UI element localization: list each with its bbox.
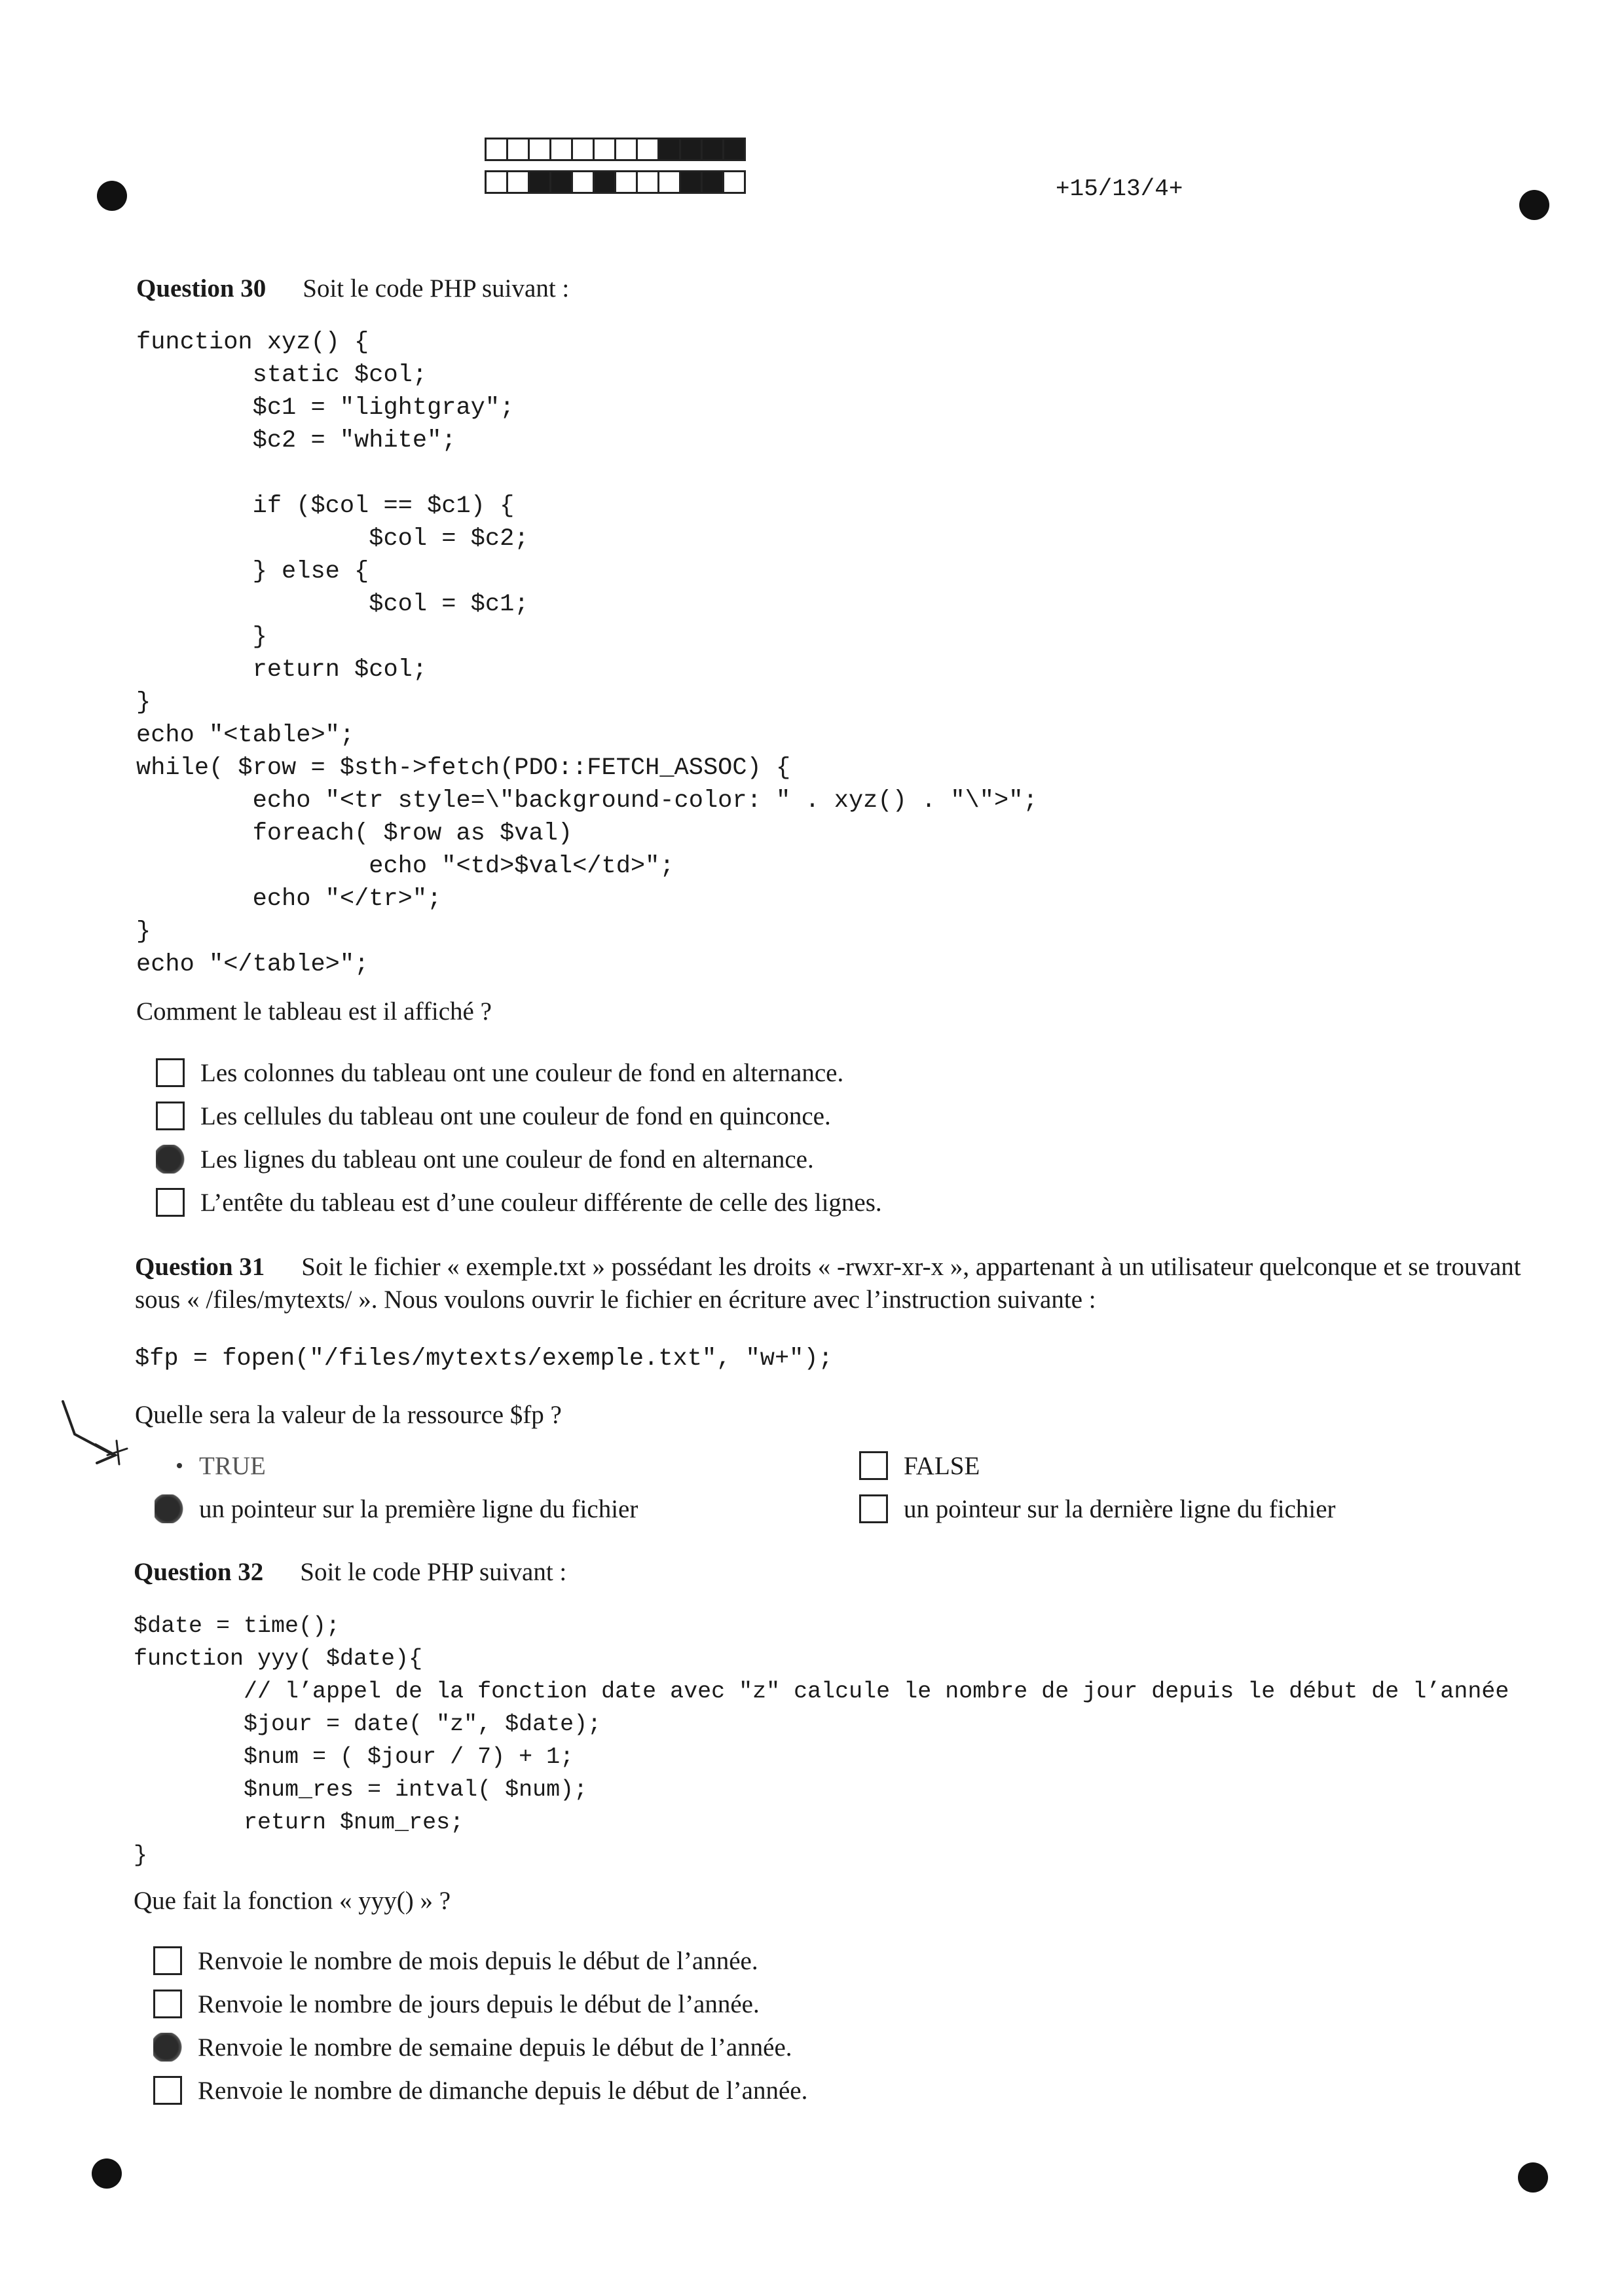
barcode-cell — [657, 170, 681, 194]
question-31-prompt: Quelle sera la valeur de la ressource $fp ? — [135, 1401, 562, 1429]
q30-option-3[interactable] — [156, 1141, 814, 1177]
question-30-intro: Soit le code PHP suivant : — [303, 274, 570, 303]
option-label: un pointeur sur la première ligne du fichier — [199, 1494, 638, 1523]
barcode-cell — [571, 170, 595, 194]
q31-option-true[interactable] — [155, 1447, 266, 1484]
q32-option-3[interactable] — [153, 2029, 792, 2065]
question-30-code: function xyz() { static $col; $c1 = "lightgray"; $c2 = "white"; if ($col == $c1) { $col = $c2; } else { $col = $c1; } return $col; } echo "<table>"; while( $row = $sth->fetch(PDO::FETCH_ASSOC) { echo "<tr style=\"background-color: " . xyz() . "\">"; foreach( $row as $val) echo "<td>$val</td>"; echo "</tr>"; } echo "</table>"; — [136, 329, 1038, 978]
barcode-cell — [528, 170, 551, 194]
barcode-cell — [701, 170, 724, 194]
barcode-cell — [614, 170, 638, 194]
question-32-code: $date = time(); function yyy( $date){ // l’appel de la fonction date avec "z" calcule le nombre de jour depuis le début de l’année $jour = date( "z", $date); $num = ( $jour / 7) + 1; $num_res = intval( $num); return $num_res; } — [134, 1613, 1509, 1868]
barcode-cell — [701, 138, 724, 161]
barcode-cell — [528, 138, 551, 161]
barcode-cell — [614, 138, 638, 161]
barcode-cell — [722, 138, 746, 161]
barcode-cell — [549, 138, 573, 161]
q31-option-first-line[interactable] — [155, 1491, 638, 1527]
registration-dot-top-left — [97, 181, 127, 211]
question-32-number: Question 32 — [134, 1558, 264, 1586]
barcode-cell — [571, 138, 595, 161]
barcode-cell — [593, 170, 616, 194]
option-label: FALSE — [904, 1451, 980, 1480]
barcode-cell — [679, 138, 703, 161]
checkbox[interactable] — [156, 1102, 185, 1130]
checkbox[interactable] — [156, 1058, 185, 1087]
question-31-intro: Soit le fichier « exemple.txt » possédant les droits « -rwxr-xr-x », appartenant à un utilisateur quelconque et se trouvant sous « /files/mytexts/ ». Nous voulons ouvrir le fichier en écriture avec l’instruction suivante : — [135, 1253, 1521, 1314]
question-30-header — [136, 274, 569, 303]
registration-dot-bottom-left — [92, 2158, 122, 2189]
checkbox[interactable] — [859, 1494, 888, 1523]
barcode-cell — [485, 138, 508, 161]
barcode-cell — [593, 138, 616, 161]
question-30-number: Question 30 — [136, 274, 267, 303]
option-label: L’entête du tableau est d’une couleur différente de celle des lignes. — [200, 1188, 882, 1217]
barcode-cell — [506, 138, 530, 161]
q32-option-1[interactable] — [153, 1942, 758, 1979]
registration-dot-top-right — [1519, 190, 1549, 220]
barcode-cell — [485, 170, 508, 194]
barcode-cell — [549, 170, 573, 194]
barcode-row-2 — [485, 170, 744, 194]
q31-option-false[interactable] — [859, 1447, 980, 1484]
question-32-prompt: Que fait la fonction « yyy() » ? — [134, 1887, 451, 1915]
barcode-cell — [657, 138, 681, 161]
q30-option-2[interactable] — [156, 1098, 831, 1134]
barcode-cell — [679, 170, 703, 194]
registration-dot-bottom-right — [1518, 2162, 1548, 2193]
barcode-cell — [636, 170, 659, 194]
q31-option-last-line[interactable] — [859, 1491, 1336, 1527]
option-label: Renvoie le nombre de semaine depuis le début de l’année. — [198, 2033, 792, 2062]
q30-option-4[interactable] — [156, 1184, 882, 1221]
checkbox-checked[interactable] — [155, 1494, 183, 1523]
checkbox-erased[interactable] — [155, 1451, 183, 1480]
barcode-cell — [636, 138, 659, 161]
option-label: Les colonnes du tableau ont une couleur de fond en alternance. — [200, 1058, 844, 1087]
question-31-number: Question 31 — [135, 1253, 265, 1281]
barcode-cell — [722, 170, 746, 194]
question-32-header — [134, 1557, 566, 1587]
checkbox-checked[interactable] — [156, 1145, 185, 1174]
barcode-cell — [506, 170, 530, 194]
checkbox[interactable] — [153, 2076, 182, 2105]
option-label: Renvoie le nombre de dimanche depuis le début de l’année. — [198, 2076, 808, 2105]
option-label: Les lignes du tableau ont une couleur de fond en alternance. — [200, 1145, 814, 1174]
option-label: Renvoie le nombre de mois depuis le début de l’année. — [198, 1946, 758, 1975]
q32-option-4[interactable] — [153, 2072, 807, 2109]
checkbox[interactable] — [859, 1451, 888, 1480]
q32-option-2[interactable] — [153, 1986, 760, 2022]
handwritten-arrow-icon — [56, 1395, 135, 1467]
option-label: Les cellules du tableau ont une couleur de fond en quinconce. — [200, 1102, 831, 1130]
q30-option-1[interactable] — [156, 1054, 843, 1091]
checkbox-checked[interactable] — [153, 2033, 182, 2062]
option-label: un pointeur sur la dernière ligne du fichier — [904, 1494, 1336, 1523]
question-31-header — [135, 1251, 1562, 1316]
question-31-code: $fp = fopen("/files/mytexts/exemple.txt", "w+"); — [135, 1345, 833, 1373]
checkbox[interactable] — [153, 1946, 182, 1975]
checkbox[interactable] — [153, 1990, 182, 2018]
page-identifier: +15/13/4+ — [1056, 176, 1183, 202]
checkbox[interactable] — [156, 1188, 185, 1217]
option-label: Renvoie le nombre de jours depuis le début de l’année. — [198, 1990, 760, 2018]
option-label: TRUE — [199, 1451, 266, 1480]
barcode-row-1 — [485, 138, 744, 161]
question-32-intro: Soit le code PHP suivant : — [300, 1558, 567, 1586]
question-30-prompt: Comment le tableau est il affiché ? — [136, 997, 492, 1026]
